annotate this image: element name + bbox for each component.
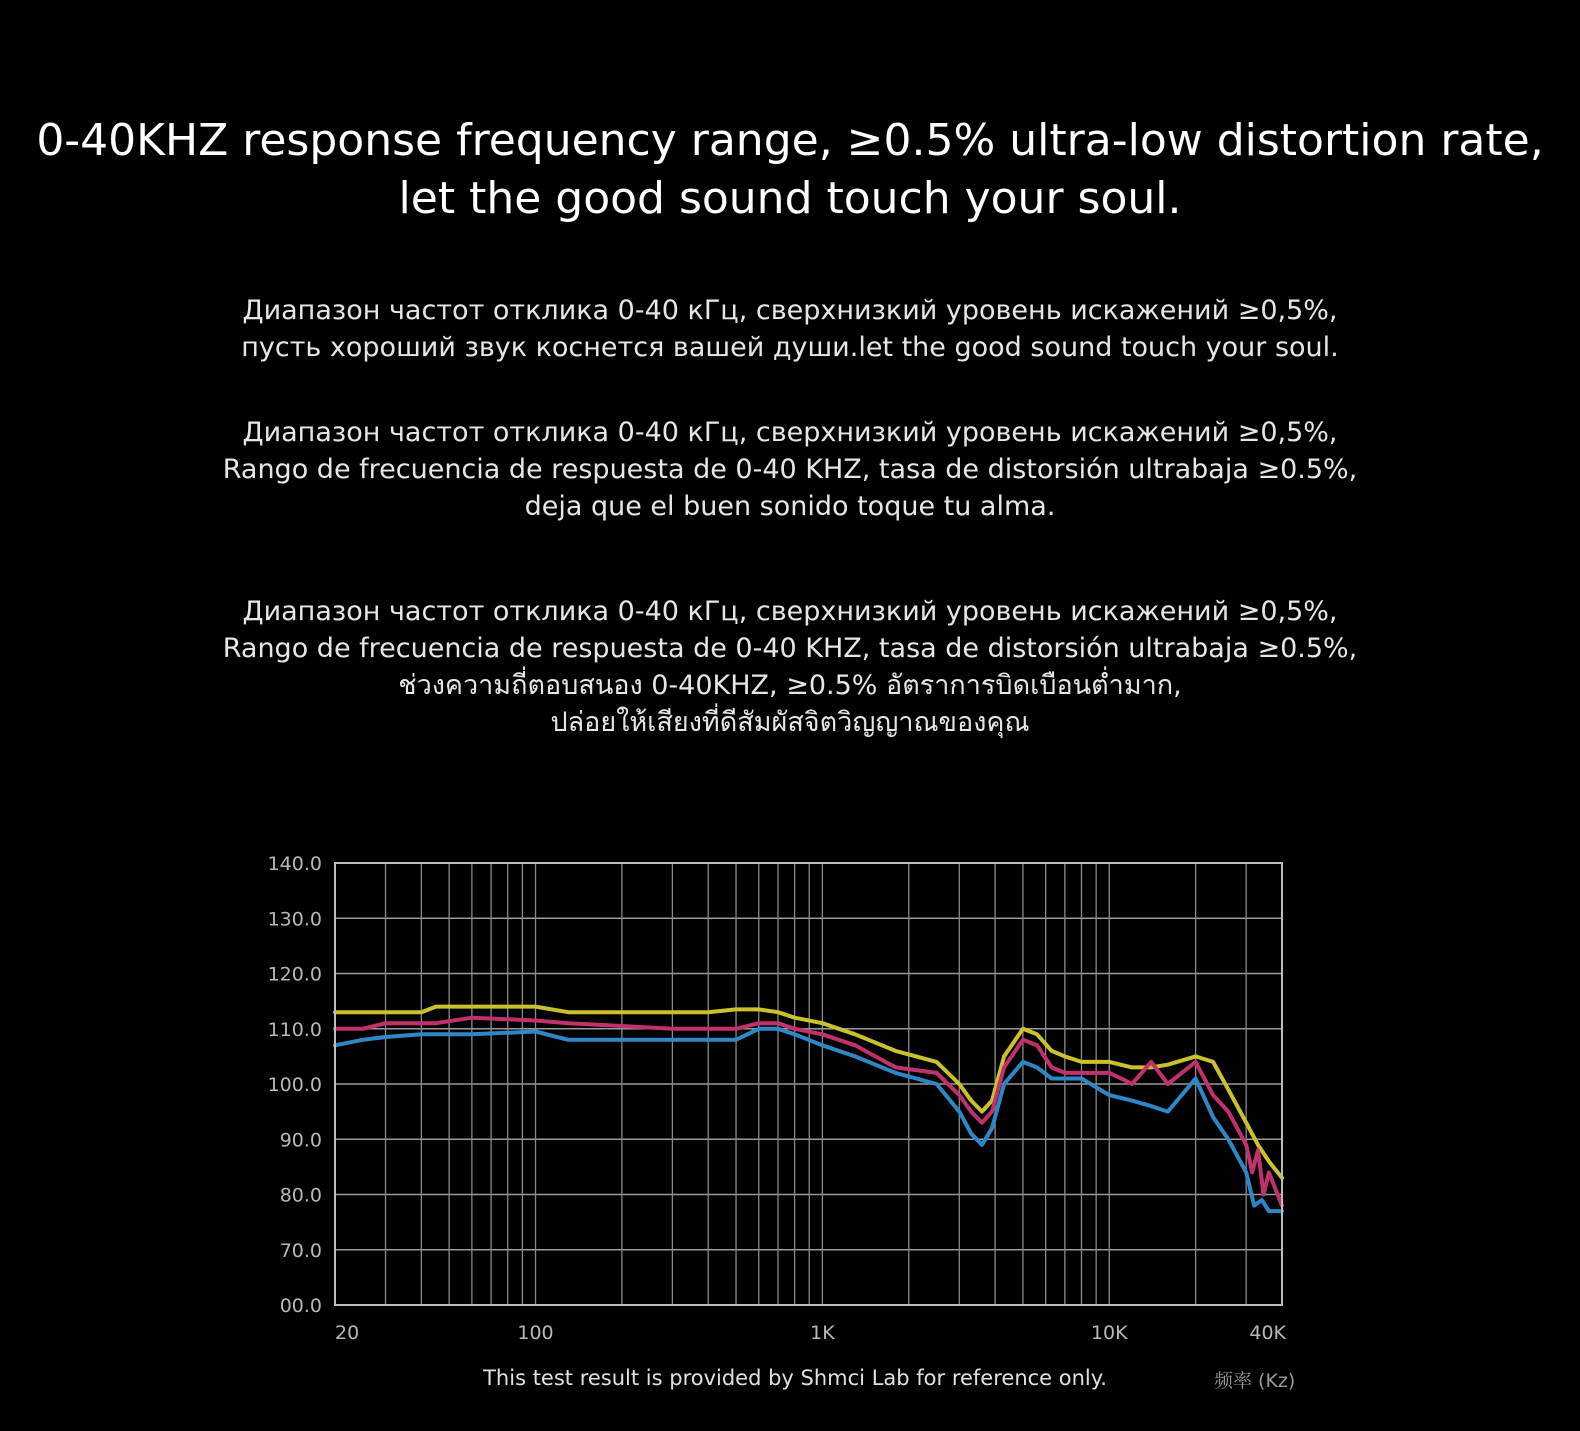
- x-tick-label: 40K: [1249, 1322, 1286, 1344]
- y-tick-label: 120.0: [267, 963, 322, 986]
- y-tick-label: 140.0: [267, 853, 322, 875]
- paragraph-th-line-4: ปล่อยให้เสียงที่ดีสัมผัสจิตวิญญาณของคุณ: [550, 707, 1030, 738]
- series-line-2: [335, 1018, 1282, 1206]
- paragraph-es-line-3: deja que el buen sonido toque tu alma.: [524, 491, 1056, 522]
- paragraph-th-line-3: ช่วงความถี่ตอบสนอง 0-40KHZ, ≥0.5% อัตราการบิดเบือนต่ำมาก,: [398, 670, 1182, 701]
- paragraph-ru-line-1: Диапазон частот отклика 0-40 кГц, сверхнизкий уровень искажений ≥0,5%,: [242, 295, 1338, 326]
- chart-grid: [335, 863, 1282, 1305]
- paragraph-th-line-1: Диапазон частот отклика 0-40 кГц, сверхнизкий уровень искажений ≥0,5%,: [242, 596, 1338, 627]
- chart-series: [335, 1007, 1282, 1212]
- footnote: This test result is provided by Shmci Lab for reference only.: [483, 1366, 1107, 1390]
- paragraph-th-line-2: Rango de frecuencia de respuesta de 0-40 KHZ, tasa de distorsión ultrabaja ≥0.5%,: [222, 633, 1358, 664]
- paragraph-es-line-2: Rango de frecuencia de respuesta de 0-40 KHZ, tasa de distorsión ultrabaja ≥0.5%,: [222, 454, 1358, 485]
- y-tick-label: 80.0: [279, 1184, 322, 1207]
- headline-line-2: let the good sound touch your soul.: [398, 173, 1182, 224]
- x-unit-label: 频率 (Kz): [1214, 1370, 1296, 1392]
- y-tick-label: 90.0: [279, 1129, 322, 1152]
- headline: [0, 112, 1580, 228]
- y-tick-label: 110.0: [267, 1018, 322, 1041]
- x-tick-label: 100: [517, 1322, 554, 1344]
- x-tick-label: 10K: [1090, 1322, 1128, 1344]
- paragraph-ru: [0, 292, 1580, 366]
- y-tick-label: 70.0: [279, 1239, 322, 1262]
- paragraph-es: [0, 414, 1580, 525]
- y-tick-label: 100.0: [267, 1074, 322, 1096]
- x-tick-label: 20: [335, 1322, 360, 1344]
- paragraph-es-line-1: Диапазон частот отклика 0-40 кГц, сверхнизкий уровень искажений ≥0,5%,: [242, 417, 1338, 448]
- paragraph-th: [0, 593, 1580, 741]
- y-axis-ticks: [268, 853, 322, 1317]
- headline-line-1: 0-40KHZ response frequency range, ≥0.5% ultra-low distortion rate,: [36, 115, 1544, 166]
- series-line-3: [335, 1029, 1282, 1211]
- y-tick-label: 00.0: [279, 1295, 322, 1317]
- y-tick-label: 130.0: [267, 908, 322, 931]
- frequency-response-chart: [0, 850, 1580, 1360]
- x-tick-label: 1K: [810, 1322, 835, 1344]
- x-axis-ticks: [335, 1322, 1287, 1344]
- paragraph-ru-line-2: пусть хороший звук коснется вашей души.let the good sound touch your soul.: [241, 332, 1339, 363]
